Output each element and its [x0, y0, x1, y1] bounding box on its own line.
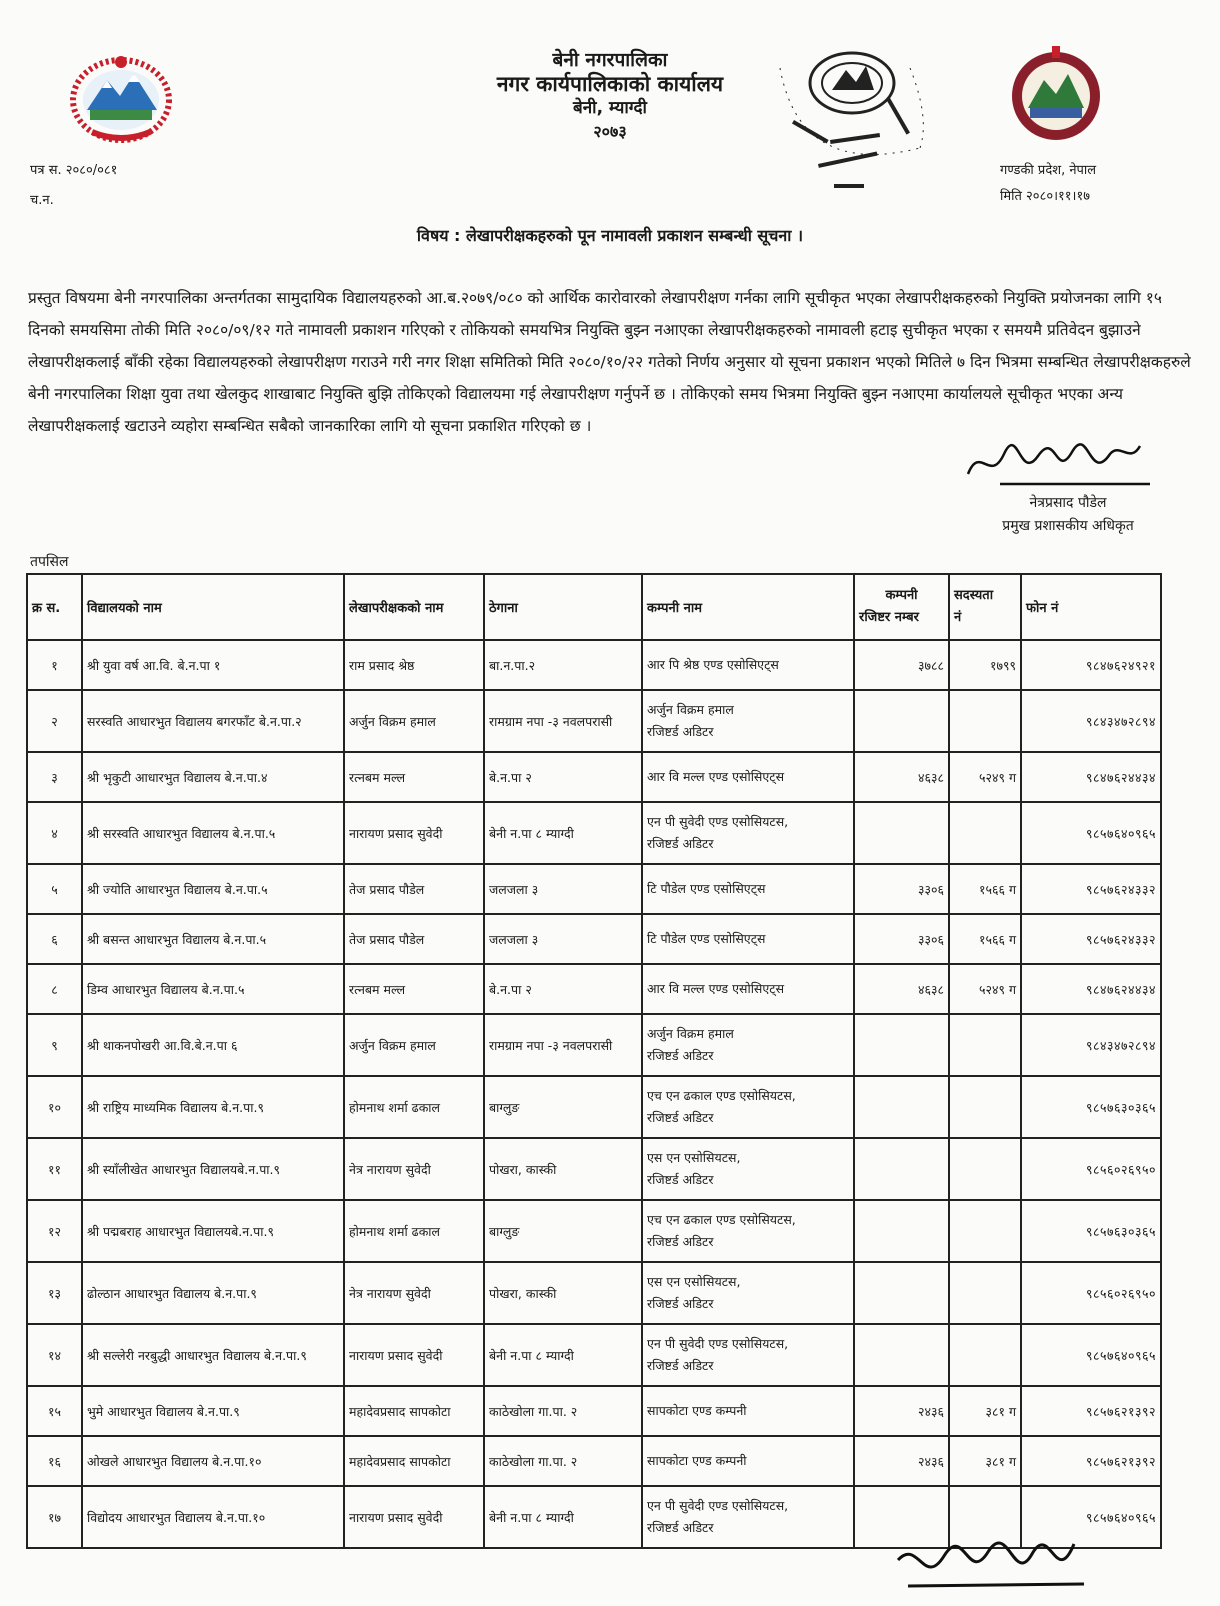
auditor-schedule-table [26, 573, 1162, 1549]
cell-registration [854, 690, 949, 752]
company-line: एन पी सुवेदी एण्ड एसोसियटस, [647, 1336, 789, 1351]
company-line: एस एन एसोसियटस, [647, 1150, 741, 1165]
company-line: टि पौडेल एण्ड एसोसिएट्स [647, 881, 766, 896]
cell-registration: ३७८८ [854, 640, 949, 690]
cell-membership: १५६६ ग [949, 914, 1021, 964]
company-line: रजिष्टर्ड अडिटर [647, 1110, 714, 1125]
cell-sn: १४ [27, 1324, 82, 1386]
cell-membership: ३८१ ग [949, 1386, 1021, 1436]
cell-address: बाग्लुङ [484, 1076, 642, 1138]
established-year: २०७३ [593, 122, 627, 141]
cell-membership [949, 1200, 1021, 1262]
table-row [27, 1200, 1161, 1262]
company-line: एन पी सुवेदी एण्ड एसोसियटस, [647, 814, 789, 829]
header-mem-line2: नं [954, 610, 962, 625]
company-line: एच एन ढकाल एण्ड एसोसियटस, [647, 1088, 796, 1103]
table-row [27, 1014, 1161, 1076]
cell-sn: १६ [27, 1436, 82, 1486]
cell-address: बाग्लुङ [484, 1200, 642, 1262]
cell-membership [949, 802, 1021, 864]
cell-auditor: महादेवप्रसाद सापकोटा [344, 1386, 484, 1436]
table-row [27, 690, 1161, 752]
table-row [27, 1386, 1161, 1436]
cell-sn: १ [27, 640, 82, 690]
cell-membership [949, 1076, 1021, 1138]
cell-auditor: तेज प्रसाद पौडेल [344, 864, 484, 914]
cell-registration [854, 1200, 949, 1262]
cell-registration [854, 1324, 949, 1386]
cell-phone: ९८५७६२४३३२ [1021, 864, 1161, 914]
header-phone: फोन नं [1021, 574, 1161, 640]
office-name: नगर कार्यपालिकाको कार्यालय [496, 72, 724, 96]
cell-sn: २ [27, 690, 82, 752]
company-line: टि पौडेल एण्ड एसोसिएट्स [647, 931, 766, 946]
office-seal-stamp [770, 28, 950, 198]
cell-company [642, 640, 854, 690]
cell-phone: ९८५७६४०९६५ [1021, 1324, 1161, 1386]
table-row [27, 802, 1161, 864]
cell-sn: ३ [27, 752, 82, 802]
notice-body: प्रस्तुत विषयमा बेनी नगरपालिका अन्तर्गतका सामुदायिक विद्यालयहरुको आ.ब.२०७९/०८० को आर्थिक कारोवारको लेखापरीक्षण गर्नका लागि सूचीकृत भएका लेखापरीक्षकहरुको नियुक्ति प्रयोजनका लागि १५ दिनको समयसिमा तोकी मिति २०८०/०९/१२ गते नामावली प्रकाशन गरिएको र तोकियको समयभित्र नियुक्ति बुझ्न नआएका लेखापरीक्षकहरुको नामावली हटाइ सुचीकृत भएका र समयमै प्रतिवेदन बुझाउने लेखापरीक्षकलाई बाँकी रहेका विद्यालयहरुको लेखापरीक्षण गराउने गरी नगर शिक्षा समितिको मिति २०८०/१०/२२ गतेको निर्णय अनुसार यो सूचना प्रकाशन भएको मितिले ७ दिन भित्रमा सम्बन्धित लेखापरीक्षकहरुले बेनी नगरपालिका शिक्षा युवा तथा खेलकुद शाखाबाट नियुक्ति बुझि तोकिएको विद्यालयमा गई लेखापरीक्षण गर्नुपर्ने छ । तोकिएको समय भित्रमा नियुक्ति बुझ्न नआएमा कार्यालयले सूचीकृत भएका अन्य लेखापरीक्षकलाई खटाउने व्यहोरा सम्बन्धित सबैको जानकारिका लागि यो सूचना प्रकाशित गरिएको छ । [28, 289, 1191, 435]
company-line: आर वि मल्ल एण्ड एसोसिएट्स [647, 769, 785, 784]
cell-address: रामग्राम नपा -३ नवलपरासी [484, 1014, 642, 1076]
company-line: रजिष्टर्ड अडिटर [647, 1520, 714, 1535]
cell-school: ओखले आधारभुत विद्यालय बे.न.पा.१० [82, 1436, 344, 1486]
dispatch-number: च.न. [30, 193, 54, 208]
cell-school: सरस्वति आधारभुत विद्यालय बगरफाँट बे.न.पा.२ [82, 690, 344, 752]
cell-address: बा.न.पा.२ [484, 640, 642, 690]
cell-phone: ९८४३४७२८९४ [1021, 1014, 1161, 1076]
company-line: रजिष्टर्ड अडिटर [647, 1296, 714, 1311]
cell-membership [949, 1324, 1021, 1386]
company-line: आर वि मल्ल एण्ड एसोसिएट्स [647, 981, 785, 996]
company-line: एन पी सुवेदी एण्ड एसोसियटस, [647, 1498, 789, 1513]
cell-school: श्री राष्ट्रिय माध्यमिक विद्यालय बे.न.पा.९ [82, 1076, 344, 1138]
cell-school: श्री सल्लेरी नरबुद्धी आधारभुत विद्यालय बे.न.पा.९ [82, 1324, 344, 1386]
cell-school: डिम्व आधारभुत विद्यालय बे.न.पा.५ [82, 964, 344, 1014]
cell-company [642, 914, 854, 964]
cell-address: जलजला ३ [484, 914, 642, 964]
cell-membership: ३८१ ग [949, 1436, 1021, 1486]
office-address: बेनी, म्याग्दी [573, 98, 647, 118]
cell-auditor: तेज प्रसाद पौडेल [344, 914, 484, 964]
cell-address: काठेखोला गा.पा. २ [484, 1386, 642, 1436]
cell-sn: १२ [27, 1200, 82, 1262]
company-line: रजिष्टर्ड अडिटर [647, 836, 714, 851]
header-address: ठेगाना [484, 574, 642, 640]
cell-membership [949, 1138, 1021, 1200]
cell-membership: १७९९ [949, 640, 1021, 690]
cell-phone: ९८५६०२६९५० [1021, 1138, 1161, 1200]
cell-company [642, 1324, 854, 1386]
province-name: गण्डकी प्रदेश, नेपाल [1000, 163, 1097, 178]
cell-auditor: महादेवप्रसाद सापकोटा [344, 1436, 484, 1486]
company-line: रजिष्टर्ड अडिटर [647, 1234, 714, 1249]
cell-sn: ६ [27, 914, 82, 964]
cell-auditor: नेत्र नारायण सुवेदी [344, 1262, 484, 1324]
cell-auditor: नारायण प्रसाद सुवेदी [344, 1486, 484, 1548]
cell-registration [854, 802, 949, 864]
cell-school: विद्योदय आधारभुत विद्यालय बे.न.पा.१० [82, 1486, 344, 1548]
cell-company [642, 1138, 854, 1200]
cell-school: ढोल्ठान आधारभुत विद्यालय बे.न.पा.९ [82, 1262, 344, 1324]
cell-sn: ८ [27, 964, 82, 1014]
cell-phone: ९८५७६४०९६५ [1021, 802, 1161, 864]
company-line: एस एन एसोसियटस, [647, 1274, 741, 1289]
header-company: कम्पनी नाम [642, 574, 854, 640]
table-row [27, 640, 1161, 690]
cell-school: श्री युवा वर्ष आ.वि. बे.न.पा १ [82, 640, 344, 690]
gandaki-province-logo [1008, 44, 1104, 148]
header-mem-line1: सदस्यता [954, 588, 994, 603]
officer-signature [960, 434, 1160, 492]
table-row [27, 914, 1161, 964]
cell-phone: ९८४३४७२८९४ [1021, 690, 1161, 752]
cell-auditor: रत्नबम मल्ल [344, 752, 484, 802]
header-sn: क्र स. [27, 574, 82, 640]
cell-registration [854, 1076, 949, 1138]
schedule-label: तपसिल [30, 554, 69, 570]
municipality-name: बेनी नगरपालिका [552, 49, 668, 71]
company-line: अर्जुन विक्रम हमाल [647, 702, 734, 717]
header-reg-line2: रजिष्टर नम्बर [859, 610, 919, 625]
company-line: सापकोटा एण्ड कम्पनी [647, 1453, 747, 1468]
cell-auditor: नेत्र नारायण सुवेदी [344, 1138, 484, 1200]
cell-phone: ९८४७६२४४३४ [1021, 964, 1161, 1014]
cell-company [642, 864, 854, 914]
cell-address: बे.न.पा २ [484, 964, 642, 1014]
cell-address: जलजला ३ [484, 864, 642, 914]
table-row [27, 864, 1161, 914]
notice-date: मिति २०८०।११।१७ [1000, 189, 1090, 204]
cell-registration: २४३६ [854, 1386, 949, 1436]
cell-registration: ४६३८ [854, 964, 949, 1014]
cell-registration: ४६३८ [854, 752, 949, 802]
cell-address: बेनी न.पा ८ म्याग्दी [484, 1486, 642, 1548]
cell-school: श्री भृकुटी आधारभुत विद्यालय बे.न.पा.४ [82, 752, 344, 802]
cell-auditor: नारायण प्रसाद सुवेदी [344, 802, 484, 864]
officer-name: नेत्रप्रसाद पौडेल [1029, 495, 1107, 511]
officer-title: प्रमुख प्रशासकीय अधिकृत [1002, 518, 1134, 534]
company-line: रजिष्टर्ड अडिटर [647, 1048, 714, 1063]
cell-auditor: अर्जुन विक्रम हमाल [344, 690, 484, 752]
cell-phone: ९८४७६२४९२१ [1021, 640, 1161, 690]
cell-sn: १७ [27, 1486, 82, 1548]
cell-registration [854, 1014, 949, 1076]
cell-phone: ९८५७६३०३६५ [1021, 1076, 1161, 1138]
cell-phone: ९८५६०२६९५० [1021, 1262, 1161, 1324]
cell-membership [949, 1262, 1021, 1324]
cell-address: काठेखोला गा.पा. २ [484, 1436, 642, 1486]
cell-registration [854, 1262, 949, 1324]
cell-auditor: नारायण प्रसाद सुवेदी [344, 1324, 484, 1386]
cell-phone: ९८५७६४०९६५ [1021, 1486, 1161, 1548]
header-school: विद्यालयको नाम [82, 574, 344, 640]
cell-company [642, 964, 854, 1014]
cell-sn: ४ [27, 802, 82, 864]
company-line: एच एन ढकाल एण्ड एसोसियटस, [647, 1212, 796, 1227]
notice-subject: विषय : लेखापरीक्षकहरुको पून नामावली प्रकाशन सम्बन्धी सूचना । [416, 226, 804, 245]
cell-phone: ९८४७६२४४३४ [1021, 752, 1161, 802]
cell-company [642, 802, 854, 864]
cell-auditor: होमनाथ शर्मा ढकाल [344, 1076, 484, 1138]
letter-number: पत्र स. २०८०/०८१ [30, 163, 118, 178]
bottom-signature [888, 1530, 1098, 1596]
cell-sn: १० [27, 1076, 82, 1138]
header-reg-line1: कम्पनी [885, 588, 918, 603]
cell-auditor: अर्जुन विक्रम हमाल [344, 1014, 484, 1076]
cell-company [642, 1014, 854, 1076]
cell-auditor: राम प्रसाद श्रेष्ठ [344, 640, 484, 690]
cell-sn: १५ [27, 1386, 82, 1436]
cell-company [642, 1262, 854, 1324]
cell-company [642, 690, 854, 752]
officer-block [968, 492, 1168, 538]
company-line: आर पि श्रेष्ठ एण्ड एसोसिएट्स [647, 657, 779, 672]
cell-registration: २४३६ [854, 1436, 949, 1486]
table-row [27, 1076, 1161, 1138]
table-header-row [27, 574, 1161, 640]
cell-school: श्री सरस्वति आधारभुत विद्यालय बे.न.पा.५ [82, 802, 344, 864]
cell-registration [854, 1138, 949, 1200]
cell-school: भुमे आधारभुत विद्यालय बे.न.पा.९ [82, 1386, 344, 1436]
company-line: रजिष्टर्ड अडिटर [647, 1172, 714, 1187]
cell-school: श्री थाकनपोखरी आ.वि.बे.न.पा ६ [82, 1014, 344, 1076]
header-registration [854, 574, 949, 640]
cell-company [642, 1200, 854, 1262]
table-row [27, 752, 1161, 802]
cell-registration: ३३०६ [854, 864, 949, 914]
cell-sn: ९ [27, 1014, 82, 1076]
cell-address: बेनी न.पा ८ म्याग्दी [484, 1324, 642, 1386]
cell-membership: ५२४९ ग [949, 752, 1021, 802]
cell-registration: ३३०६ [854, 914, 949, 964]
cell-address: पोखरा, कास्की [484, 1262, 642, 1324]
cell-membership [949, 690, 1021, 752]
cell-school: श्री ज्योति आधारभुत विद्यालय बे.न.पा.५ [82, 864, 344, 914]
cell-phone: ९८५७६२१३९२ [1021, 1436, 1161, 1486]
cell-sn: १३ [27, 1262, 82, 1324]
cell-company [642, 1076, 854, 1138]
cell-phone: ९८५७६३०३६५ [1021, 1200, 1161, 1262]
cell-address: रामग्राम नपा -३ नवलपरासी [484, 690, 642, 752]
cell-address: पोखरा, कास्की [484, 1138, 642, 1200]
cell-auditor: रत्नबम मल्ल [344, 964, 484, 1014]
header-auditor: लेखापरीक्षकको नाम [344, 574, 484, 640]
cell-membership: १५६६ ग [949, 864, 1021, 914]
company-line: सापकोटा एण्ड कम्पनी [647, 1403, 747, 1418]
table-row [27, 1138, 1161, 1200]
table-row [27, 1324, 1161, 1386]
cell-sn: ५ [27, 864, 82, 914]
cell-school: श्री पद्मबराह आधारभुत विद्यालयबे.न.पा.९ [82, 1200, 344, 1262]
cell-membership: ५२४९ ग [949, 964, 1021, 1014]
cell-company [642, 1436, 854, 1486]
table-row [27, 964, 1161, 1014]
cell-sn: ११ [27, 1138, 82, 1200]
cell-company [642, 752, 854, 802]
cell-membership [949, 1014, 1021, 1076]
cell-school: श्री स्याँलीखेत आधारभुत विद्यालयबे.न.पा.९ [82, 1138, 344, 1200]
cell-auditor: होमनाथ शर्मा ढकाल [344, 1200, 484, 1262]
cell-phone: ९८५७६२१३९२ [1021, 1386, 1161, 1436]
table-row [27, 1262, 1161, 1324]
cell-company [642, 1386, 854, 1436]
company-line: रजिष्टर्ड अडिटर [647, 724, 714, 739]
company-line: रजिष्टर्ड अडिटर [647, 1358, 714, 1373]
table-row [27, 1436, 1161, 1486]
header-membership [949, 574, 1021, 640]
cell-school: श्री बसन्त आधारभुत विद्यालय बे.न.पा.५ [82, 914, 344, 964]
company-line: अर्जुन विक्रम हमाल [647, 1026, 734, 1041]
cell-address: बे.न.पा २ [484, 752, 642, 802]
cell-address: बेनी न.पा ८ म्याग्दी [484, 802, 642, 864]
cell-company [642, 1486, 854, 1548]
cell-phone: ९८५७६२४३३२ [1021, 914, 1161, 964]
